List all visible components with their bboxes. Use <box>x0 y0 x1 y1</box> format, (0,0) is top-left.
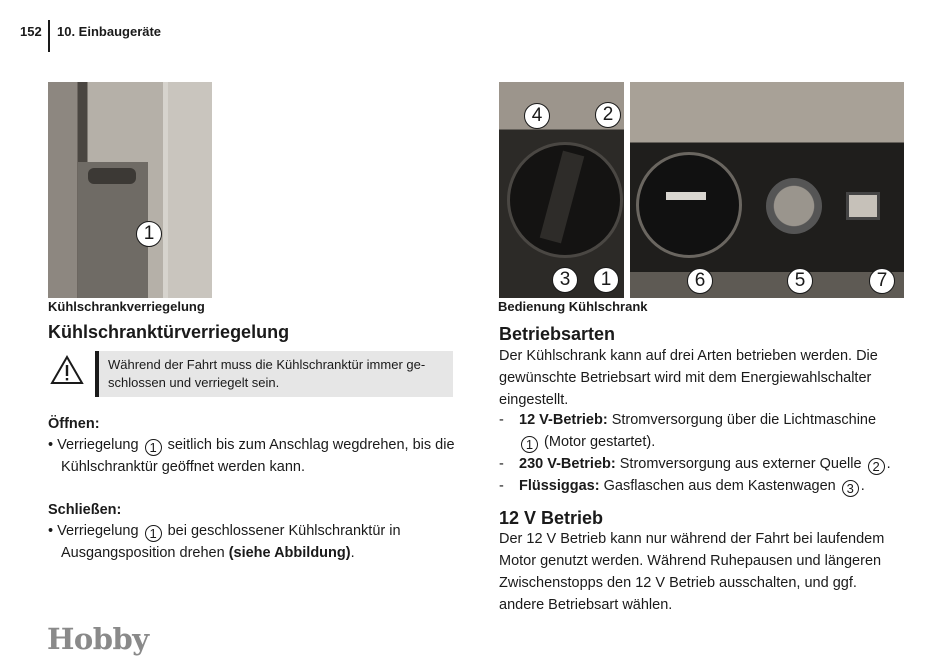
modes-intro-line-3: eingestellt. <box>499 392 569 408</box>
reference-circle: 1 <box>145 439 162 456</box>
v12-paragraph <box>499 528 903 616</box>
warning-line-1: Während der Fahrt muss die Kühlschranktür immer ge- <box>108 357 426 372</box>
mode-label: 230 V-Betrieb: <box>519 456 616 472</box>
knob-indicator-shape <box>666 192 706 200</box>
callout-1b: 1 <box>593 267 619 293</box>
v12-line-1: Der 12 V Betrieb kann nur während der Fahrt bei laufendem <box>499 531 885 547</box>
reference-circle: 2 <box>868 458 885 475</box>
mode-end: . <box>886 456 891 472</box>
thermostat-knob <box>636 152 742 258</box>
callout-1: 1 <box>136 221 162 247</box>
modes-intro-line-1: Der Kühlschrank kann auf drei Arten betrieben werden. Die <box>499 348 878 364</box>
mode-item-230v <box>499 453 903 475</box>
hobby-logo: Hobby <box>47 622 149 656</box>
reference-circle: 1 <box>145 525 162 542</box>
callout-3: 3 <box>552 267 578 293</box>
dash: - <box>499 478 504 494</box>
reference-circle: 3 <box>842 480 859 497</box>
mode-end: . <box>860 478 865 494</box>
ignition-button <box>766 178 822 234</box>
section-title-lock: Kühlschranktürverriegelung <box>48 322 290 342</box>
dash: - <box>499 456 504 472</box>
lock-knob-shape <box>88 168 136 184</box>
left-figure-caption: Kühlschrankverriegelung <box>48 299 205 314</box>
section-title-12v: 12 V Betrieb <box>499 508 604 528</box>
mode-item-12v <box>499 409 903 431</box>
callout-2: 2 <box>595 102 621 128</box>
mode-item-12v-line-2 <box>499 431 903 453</box>
open-heading: Öffnen: <box>48 416 100 432</box>
callout-4: 4 <box>524 103 550 129</box>
open-instruction <box>48 434 458 478</box>
close-line-2: Ausgangsposition drehen <box>61 545 229 561</box>
energy-switch-photo <box>499 82 624 298</box>
fridge-lock-photo <box>48 82 212 298</box>
modes-list <box>499 409 903 497</box>
section-title-modes: Betriebsarten <box>499 324 616 344</box>
dash: - <box>499 412 504 428</box>
open-line-2: Kühlschranktür geöffnet werden kann. <box>61 459 305 475</box>
mode-label: 12 V-Betrieb: <box>519 412 608 428</box>
door-edge-shape <box>168 82 212 298</box>
right-figure-caption: Bedienung Kühlschrank <box>498 299 648 314</box>
page-number: 152 <box>20 24 42 39</box>
warning-line-2: schlossen und verriegelt sein. <box>108 375 280 390</box>
warning-triangle-icon <box>50 355 84 385</box>
mode-text: Stromversorgung aus externer Quelle <box>619 456 862 472</box>
modes-intro <box>499 345 903 411</box>
callout-5: 5 <box>787 268 813 294</box>
indicator-light <box>846 192 880 220</box>
close-text-after: bei geschlossener Kühlschranktür in <box>167 523 401 539</box>
mode-label: Flüssiggas: <box>519 478 600 494</box>
mode-item-gas <box>499 475 903 497</box>
callout-6: 6 <box>687 268 713 294</box>
callout-7: 7 <box>869 268 895 294</box>
bullet: • <box>48 437 54 453</box>
close-period: . <box>350 545 355 561</box>
open-text-after: seitlich bis zum Anschlag wegdrehen, bis die <box>167 437 455 453</box>
close-instruction <box>48 520 458 564</box>
modes-intro-line-2: gewünschte Betriebsart wird mit dem Energiewahlschalter <box>499 370 872 386</box>
v12-line-3: Zwischenstopps den 12 V Betrieb ausschalten, und ggf. <box>499 575 857 591</box>
open-text-before: Verriegelung <box>57 437 139 453</box>
control-panel-photo <box>630 82 904 298</box>
header-divider <box>48 20 50 52</box>
close-heading: Schließen: <box>48 502 122 518</box>
mode-text: Gasflaschen aus dem Kastenwagen <box>603 478 836 494</box>
close-see-figure: (siehe Abbildung) <box>228 545 351 561</box>
v12-line-4: andere Betriebsart wählen. <box>499 597 673 613</box>
v12-line-2: Motor genutzt werden. Während Ruhepausen und längeren <box>499 553 882 569</box>
bullet: • <box>48 523 54 539</box>
warning-text <box>108 356 448 392</box>
close-text-before: Verriegelung <box>57 523 139 539</box>
reference-circle: 1 <box>521 436 538 453</box>
warning-accent-bar <box>95 351 99 397</box>
chapter-title: 10. Einbaugeräte <box>57 24 162 39</box>
mode-text-2: (Motor gestartet). <box>544 434 656 450</box>
mode-text: Stromversorgung über die Lichtmaschine <box>611 412 877 428</box>
